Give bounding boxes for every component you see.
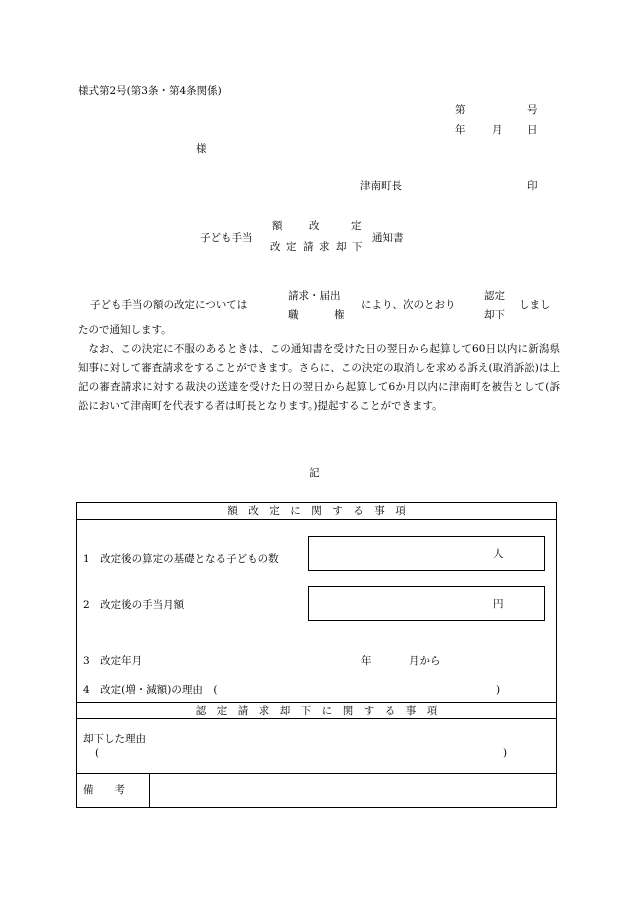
title-option-bottom-2: 定	[286, 241, 297, 253]
remarks-label: 備 考	[83, 784, 125, 796]
intro-choice-bottom-1: 職	[288, 309, 299, 321]
title-option-top-2: 改	[309, 220, 320, 232]
item1-label: 1 改定後の算定の基礎となる子どもの数	[83, 553, 279, 565]
ki-mark: 記	[309, 467, 320, 479]
divider	[77, 519, 556, 520]
title-option-bottom-5: 却	[336, 241, 347, 253]
date-month: 月	[492, 124, 503, 136]
item3-label: 3 改定年月	[83, 655, 143, 667]
item3-year: 年	[361, 655, 372, 667]
monthly-allowance-unit: 円	[493, 598, 504, 610]
issuer: 津南町長	[360, 180, 402, 192]
item2-label: 2 改定後の手当月額	[83, 599, 185, 611]
divider	[77, 702, 556, 703]
title-option-bottom-3: 請	[303, 241, 314, 253]
intro-result-top: 認定	[484, 290, 505, 302]
notice-number-prefix: 第	[455, 104, 466, 116]
section-header-amount-revision: 額 改 定 に 関 す る 事 項	[227, 505, 406, 517]
form-number: 様式第2号(第3条・第4条関係)	[78, 85, 222, 97]
rejection-reason-label: 却下した理由	[83, 733, 146, 745]
appeal-notice-paragraph: なお、この決定に不服のあるときは、この通知書を受けた日の翌日から起算して60日以内に新潟県知事に対して審査請求をすることができます。さらに、この決定の取消しを求める訴え(取消訴訟)は上記の審査請求に対する裁決の送達を受けた日の翌日から起算して6か月以内に津南町を被告として(訴訟において津南町を代表する者は町長となります。)提起することができます。	[78, 343, 560, 412]
title-option-bottom-6: 下	[352, 241, 363, 253]
title-option-top-1: 額	[272, 220, 283, 232]
title-suffix: 通知書	[372, 232, 404, 244]
date-year: 年	[455, 124, 466, 136]
intro-trail: しまし	[519, 299, 551, 311]
section-header-rejection: 認 定 請 求 却 下 に 関 す る 事 項	[195, 705, 438, 717]
title-prefix: 子ども手当	[200, 232, 253, 244]
date-day: 日	[527, 124, 538, 136]
intro-result-bottom: 却下	[484, 309, 505, 321]
rejection-reason-close-paren: )	[503, 747, 508, 759]
addressee-suffix: 様	[196, 143, 207, 155]
seal-mark: 印	[527, 180, 538, 192]
intro-choice-top: 請求・届出	[288, 290, 341, 302]
intro-lead: 子ども手当の額の改定については	[90, 299, 248, 311]
item4-label: 4 改定(増・減額)の理由 (	[83, 684, 218, 696]
monthly-allowance-field[interactable]	[308, 586, 545, 621]
details-table	[76, 502, 557, 808]
title-option-top-3: 定	[351, 220, 362, 232]
rejection-reason-open-paren: (	[95, 747, 100, 759]
intro-continuation: たので通知します。	[78, 324, 172, 336]
intro-choice-bottom-2: 権	[334, 309, 345, 321]
children-count-unit: 人	[493, 548, 504, 560]
divider	[77, 718, 556, 719]
intro-middle: により、次のとおり	[361, 299, 456, 311]
title-option-bottom-1: 改	[270, 241, 281, 253]
remarks-field[interactable]	[150, 774, 555, 807]
children-count-field[interactable]	[308, 536, 545, 571]
title-option-bottom-4: 求	[319, 241, 330, 253]
item3-month: 月から	[409, 655, 441, 667]
item4-close-paren: )	[496, 684, 501, 696]
notice-number-suffix: 号	[527, 104, 538, 116]
